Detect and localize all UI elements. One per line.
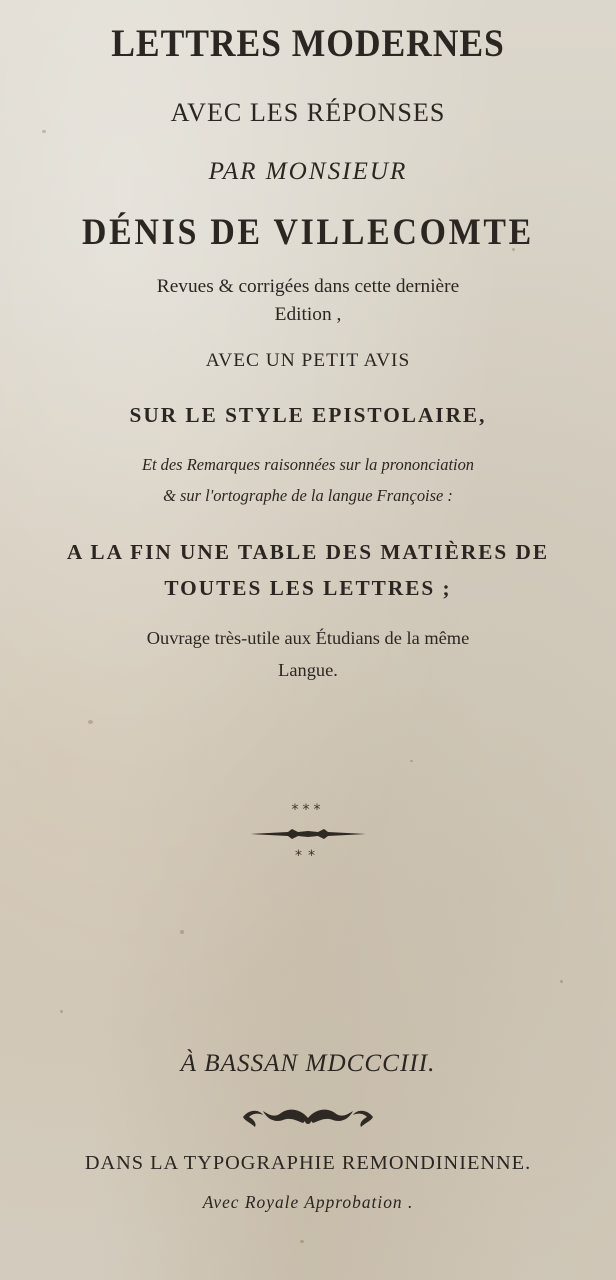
useful-line-1: Ouvrage très-utile aux Étudians de la même xyxy=(146,628,470,648)
fleuron-icon xyxy=(233,1101,383,1135)
by-line: PAR MONSIEUR xyxy=(208,158,408,185)
book-title: LETTRES MODERNES xyxy=(111,23,505,65)
remarks-line-1: Et des Remarques raisonnées sur la prononciation xyxy=(141,455,475,474)
paper-speck xyxy=(60,1010,63,1013)
imprint-printer: DANS LA TYPOGRAPHIE REMONDINIENNE. xyxy=(84,1152,532,1174)
book-subtitle: AVEC LES RÉPONSES xyxy=(170,98,446,127)
imprint-approval: Avec Royale Approbation . xyxy=(202,1192,414,1212)
table-line-1: A LA FIN UNE TABLE DES MATIÈRES DE xyxy=(66,540,550,564)
paper-speck xyxy=(88,720,93,724)
author-name: DÉNIS DE VILLECOMTE xyxy=(81,211,535,252)
asterism-top: *** xyxy=(291,802,325,818)
imprint-place: À BASSAN MDCCCIII. xyxy=(180,1050,436,1077)
useful-line-2: Langue. xyxy=(278,660,338,680)
notice-line-1: AVEC UN PETIT AVIS xyxy=(205,350,411,371)
rule-ornament-icon xyxy=(248,824,368,844)
paper-speck xyxy=(300,1240,304,1243)
revision-line-1: Revues & corrigées dans cette dernière xyxy=(156,276,460,297)
paper-speck xyxy=(560,980,563,983)
revision-line-2: Edition , xyxy=(274,304,342,325)
paper-speck xyxy=(410,760,413,762)
remarks-line-2: & sur l'ortographe de la langue Françoise : xyxy=(163,486,453,505)
asterism-bottom: ** xyxy=(295,848,321,864)
paper-speck xyxy=(180,930,184,934)
table-line-2: TOUTES LES LETTRES ; xyxy=(164,576,452,600)
notice-line-2: SUR LE STYLE EPISTOLAIRE, xyxy=(129,403,487,427)
paper-speck xyxy=(42,130,46,133)
